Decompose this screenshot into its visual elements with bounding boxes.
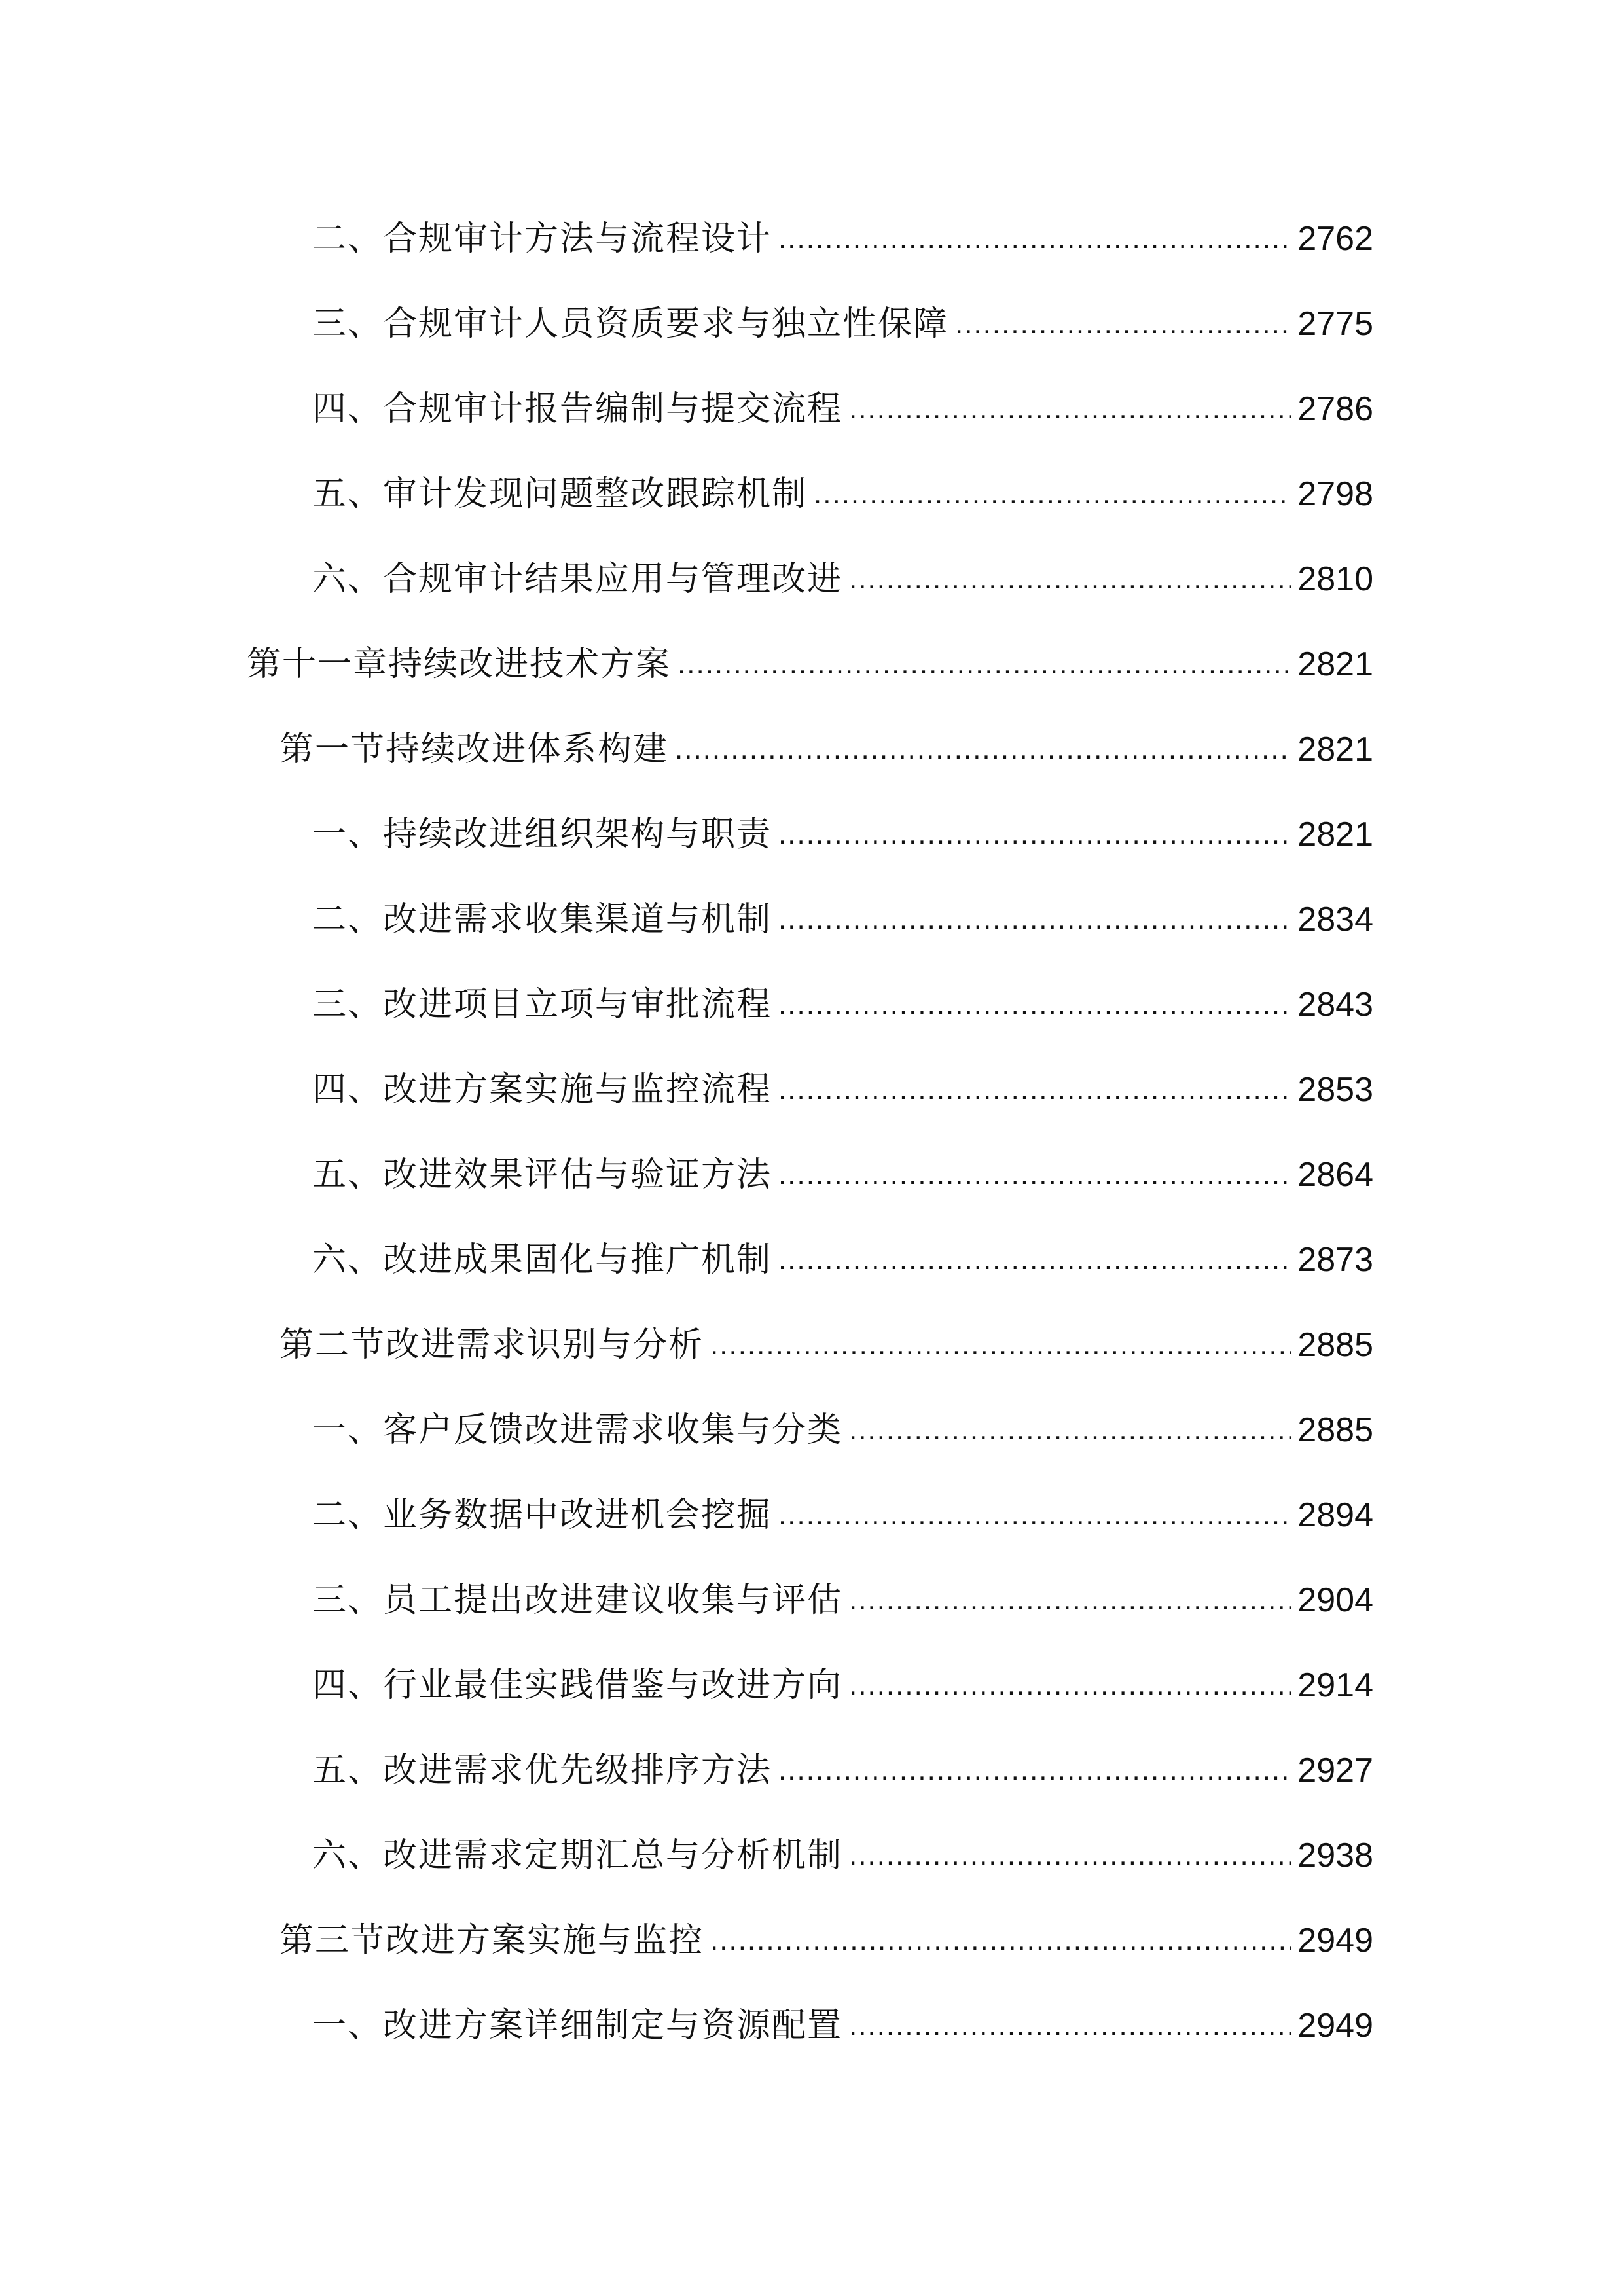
toc-leader-dots — [849, 1574, 1291, 1626]
toc-entry-page: 2834 — [1297, 901, 1373, 939]
toc-entry-title: 六、改进需求定期汇总与分析机制 — [312, 1836, 843, 1875]
toc-entry[interactable] — [312, 1404, 1373, 1456]
toc-leader-dots — [849, 1404, 1291, 1456]
toc-entry[interactable] — [312, 468, 1373, 520]
toc-leader-dots — [778, 808, 1291, 861]
toc-entry[interactable] — [312, 808, 1373, 861]
toc-entry-page: 2762 — [1297, 220, 1373, 258]
toc-entry-title: 五、改进需求优先级排序方法 — [312, 1751, 772, 1790]
toc-entry[interactable] — [312, 1149, 1373, 1201]
toc-entry-title: 二、业务数据中改进机会挖掘 — [312, 1496, 772, 1535]
toc-entry-title: 五、审计发现问题整改跟踪机制 — [312, 475, 808, 514]
toc-entry[interactable] — [312, 1574, 1373, 1626]
toc-entry-title: 第一节持续改进体系构建 — [280, 730, 669, 769]
toc-leader-dots — [849, 2000, 1291, 2052]
toc-entry[interactable] — [312, 2000, 1373, 2052]
toc-entry-page: 2864 — [1297, 1156, 1373, 1194]
toc-leader-dots — [849, 383, 1291, 435]
toc-entry-page: 2938 — [1297, 1837, 1373, 1874]
toc-entry[interactable] — [312, 1234, 1373, 1286]
toc-leader-dots — [778, 1234, 1291, 1286]
toc-entry[interactable] — [312, 213, 1373, 265]
toc-entry-page: 2821 — [1297, 730, 1373, 768]
toc-entry-page: 2843 — [1297, 986, 1373, 1024]
toc-entry-title: 三、改进项目立项与审批流程 — [312, 985, 772, 1024]
toc-leader-dots — [778, 1064, 1291, 1116]
toc-leader-dots — [778, 213, 1291, 265]
toc-entry-page: 2798 — [1297, 475, 1373, 513]
toc-leader-dots — [778, 893, 1291, 946]
toc-entry-page: 2821 — [1297, 816, 1373, 853]
toc-leader-dots — [778, 1149, 1291, 1201]
toc-entry-chapter[interactable] — [247, 638, 1373, 691]
toc-leader-dots — [778, 978, 1291, 1031]
toc-entry-title: 六、合规审计结果应用与管理改进 — [312, 560, 843, 599]
toc-leader-dots — [778, 1489, 1291, 1541]
toc-leader-dots — [710, 1319, 1291, 1371]
toc-leader-dots — [849, 553, 1291, 605]
toc-entry-section[interactable] — [280, 1914, 1373, 1967]
toc-entry[interactable] — [312, 1744, 1373, 1797]
toc-entry-page: 2821 — [1297, 645, 1373, 683]
toc-leader-dots — [955, 298, 1291, 350]
toc-entry[interactable] — [312, 298, 1373, 350]
toc-entry-page: 2904 — [1297, 1581, 1373, 1619]
toc-entry-page: 2775 — [1297, 305, 1373, 343]
toc-entry[interactable] — [312, 893, 1373, 946]
toc-entry-title: 一、改进方案详细制定与资源配置 — [312, 2006, 843, 2045]
toc-leader-dots — [778, 1744, 1291, 1797]
toc-leader-dots — [710, 1914, 1291, 1967]
toc-entry-title: 第三节改进方案实施与监控 — [280, 1921, 704, 1960]
toc-entry-title: 二、改进需求收集渠道与机制 — [312, 900, 772, 939]
toc-entry[interactable] — [312, 383, 1373, 435]
toc-entry[interactable] — [312, 1489, 1373, 1541]
toc-entry-section[interactable] — [280, 723, 1373, 776]
toc-entry-page: 2914 — [1297, 1666, 1373, 1704]
toc-leader-dots — [675, 723, 1291, 776]
toc-leader-dots — [849, 1659, 1291, 1712]
toc-entry-section[interactable] — [280, 1319, 1373, 1371]
toc-entry[interactable] — [312, 978, 1373, 1031]
toc-entry-page: 2894 — [1297, 1496, 1373, 1534]
toc-entry[interactable] — [312, 553, 1373, 605]
toc-entry-title: 六、改进成果固化与推广机制 — [312, 1240, 772, 1280]
toc-leader-dots — [849, 1829, 1291, 1882]
toc-entry-page: 2786 — [1297, 390, 1373, 428]
toc-entry-page: 2927 — [1297, 1751, 1373, 1789]
toc-entry-title: 三、合规审计人员资质要求与独立性保障 — [312, 304, 949, 344]
toc-entry[interactable] — [312, 1064, 1373, 1116]
toc-entry-title: 二、合规审计方法与流程设计 — [312, 219, 772, 259]
toc-entry-title: 三、员工提出改进建议收集与评估 — [312, 1581, 843, 1620]
toc-entry-title: 四、改进方案实施与监控流程 — [312, 1070, 772, 1109]
toc-leader-dots — [677, 638, 1291, 691]
toc-entry-page: 2853 — [1297, 1071, 1373, 1109]
toc-entry-page: 2949 — [1297, 1922, 1373, 1960]
toc-entry[interactable] — [312, 1829, 1373, 1882]
toc-entry-title: 四、合规审计报告编制与提交流程 — [312, 389, 843, 429]
toc-entry-title: 五、改进效果评估与验证方法 — [312, 1155, 772, 1194]
toc-entry[interactable] — [312, 1659, 1373, 1712]
toc-entry-page: 2885 — [1297, 1411, 1373, 1449]
toc-entry-page: 2873 — [1297, 1241, 1373, 1279]
toc-entry-title: 第二节改进需求识别与分析 — [280, 1325, 704, 1365]
toc-entry-page: 2885 — [1297, 1326, 1373, 1364]
toc-entry-page: 2949 — [1297, 2007, 1373, 2045]
toc-entry-page: 2810 — [1297, 560, 1373, 598]
toc-entry-title: 四、行业最佳实践借鉴与改进方向 — [312, 1666, 843, 1705]
toc-entry-title: 一、客户反馈改进需求收集与分类 — [312, 1410, 843, 1450]
toc-entry-title: 第十一章持续改进技术方案 — [247, 645, 672, 684]
toc-leader-dots — [814, 468, 1291, 520]
toc-entry-title: 一、持续改进组织架构与职责 — [312, 815, 772, 854]
